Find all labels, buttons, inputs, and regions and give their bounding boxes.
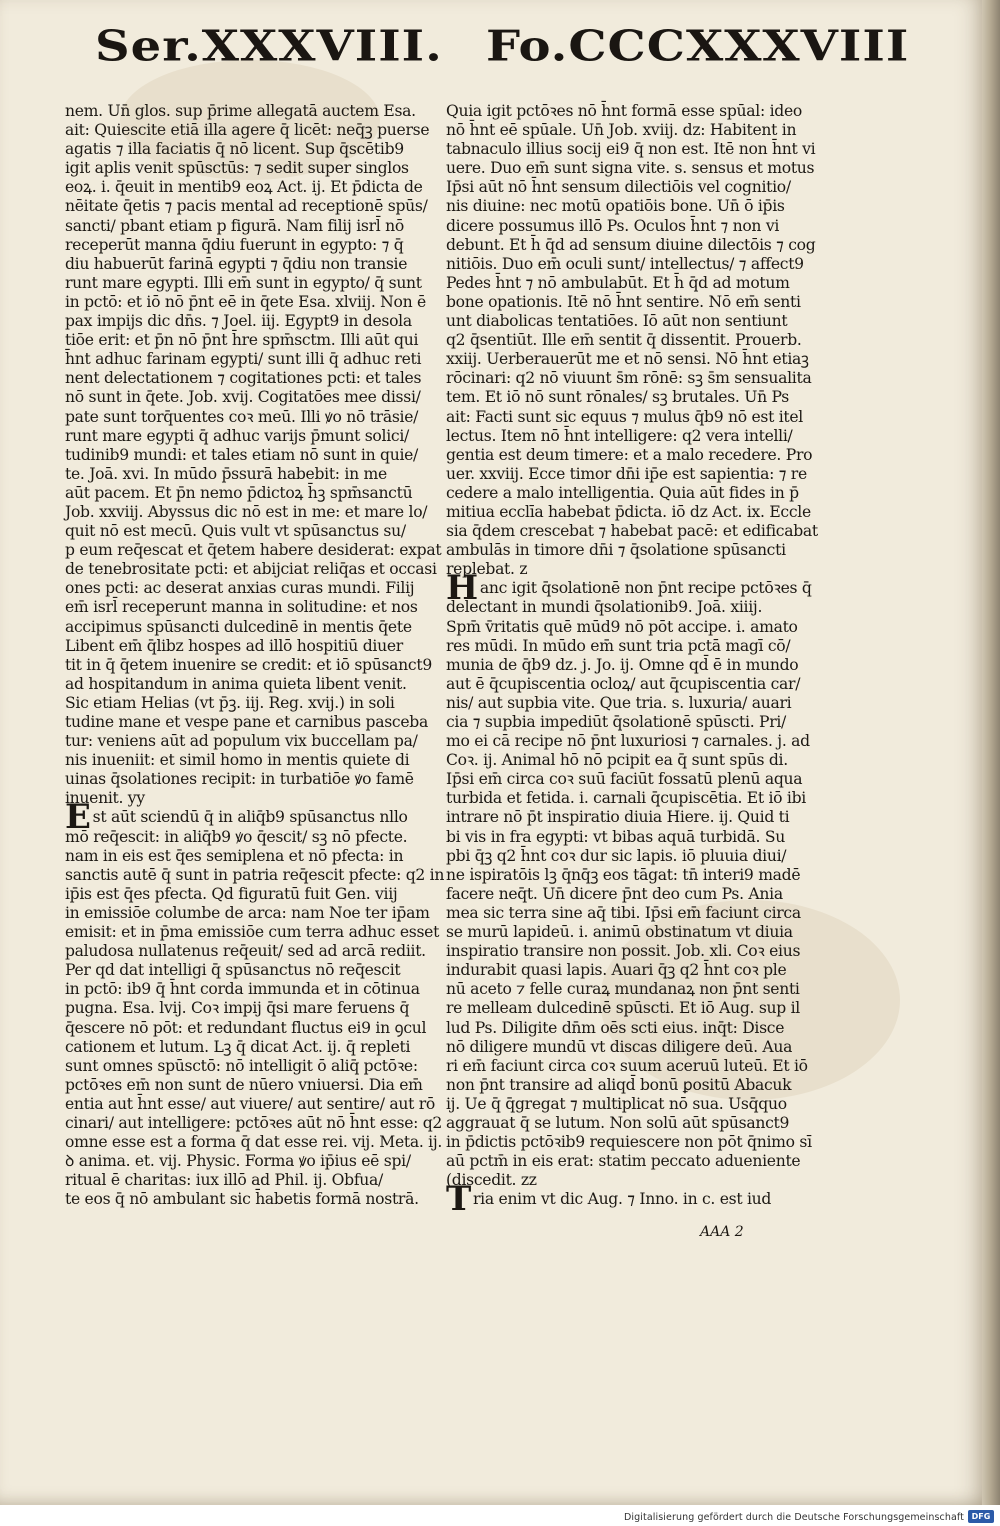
text-line: indurabit quasi lapis. Auari q̄ꝫ q2 h̄nt coꝛ ple <box>446 961 787 980</box>
text-line: nem. Un̄ glos. sup p̄rime allegatā auctem Esa. <box>65 102 416 120</box>
text-line: bi vis in fra egypti: vt bibas aquā turbidā. Su <box>446 827 785 846</box>
text-line: aūt pacem. Et p̄n nemo p̄dictoꝝ h̄ꝫ spm̄sanctū <box>65 483 413 502</box>
text-line: accipimus spūsancti dulcedinē in mentis q̄ete <box>65 617 412 636</box>
text-line: res mūdi. In mūdo em̄ sunt tria pctā magī cō/ <box>446 636 791 655</box>
text-line: uere. Duo em̄ sunt signa vite. s. sensus et motus <box>446 159 815 178</box>
text-line: Quia igit pctōꝛes nō h̄nt formā esse spūal: ideo <box>446 102 802 120</box>
text-line: intrare nō p̄t inspiratio diuia Hiere. ij. Quid ti <box>446 808 790 827</box>
text-line: h̄nt adhuc farinam egypti/ sunt illi q̄ adhuc reti <box>65 350 422 369</box>
text-line: entia aut h̄nt esse/ aut viuere/ aut sentire/ aut rō <box>65 1094 435 1113</box>
text-line: diu habuerūt farinā egypti ⁊ q̄diu non transie <box>65 254 408 273</box>
text-line: inuenit. yy <box>65 789 145 808</box>
text-line: quit nō est mecū. Quis vult vt spūsanctus su/ <box>65 522 406 541</box>
text-line: pctōꝛes em̄ non sunt de nūero vniuersi. Dia em̄ <box>65 1075 423 1094</box>
dfg-logo: DFG <box>968 1510 994 1523</box>
text-line: Libent em̄ q̄libz hospes ad illō hospitiū diuer <box>65 636 403 655</box>
text-line: omne esse est a forma q̄ dat esse rei. vij. Meta. ij. <box>65 1133 443 1152</box>
text-line: mitiua ecclīa habebat p̄dicta. iō dz Act. ix. Eccle <box>446 502 811 521</box>
text-line: debunt. Et h̄ q̄d ad sensum diuine dilectōis ⁊ cog <box>446 235 816 254</box>
text-line: ambulās in timore dn̄i ⁊ q̄solatione spūsancti <box>446 541 786 560</box>
text-line: aut ē q̄cupiscentia ocloꝝ/ aut q̄cupiscentia car/ <box>446 674 801 693</box>
text-line: ip̄is est q̄es pfecta. Qd figuratū fuit Gen. viij <box>65 884 398 903</box>
text-line: runt mare egypti. Illi em̄ sunt in egypto/ q̄ sunt <box>65 273 422 292</box>
text-line: pax impijs dic dn̄s. ⁊ Joel. iij. Egypt9 in desola <box>65 312 412 331</box>
text-line: nis/ aut supbia vite. Que tria. s. luxuria/ auari <box>446 693 792 712</box>
text-line: q2 q̄sentiūt. Ille em̄ sentit q̄ dissentit. Prouerb. <box>446 331 802 350</box>
initial-capital: H <box>446 568 478 609</box>
text-line: nent delectationem ⁊ cogitationes pcti: et tales <box>65 369 422 388</box>
text-line: nis inueniit: et simil homo in mentis quiete di <box>65 751 410 770</box>
text-line: nēitate q̄etis ⁊ pacis mental ad receptionē spūs/ <box>65 197 428 216</box>
text-line: ritual ē charitas: iux illō ad Phil. ij. Obfua/ <box>65 1171 383 1190</box>
text-line: receperūt manna q̄diu fuerunt in egypto: ⁊ q̄ <box>65 235 404 254</box>
text-line: cinari/ aut intelligere: pctōꝛes aūt nō h̄nt esse: q2 <box>65 1113 443 1132</box>
text-line: rōcinari: q2 nō viuunt s̄m rōnē: sꝫ s̄m sensualita <box>446 369 812 388</box>
text-line: ri em̄ faciunt circa coꝛ suum aceruū luteū. Et iō <box>446 1056 808 1075</box>
text-line: lectus. Item nō h̄nt intelligere: q2 vera intelli/ <box>446 426 793 445</box>
running-head-left: Ser.XXXVIII. <box>95 22 443 72</box>
text-line: sancti/ pbant etiam p figurā. Nam filij isrl̄ nō <box>65 216 404 235</box>
folio-number: Fo.CCCXXXVIII <box>486 22 910 72</box>
text-line: ait: Quiescite etiā illa agere q̄ licēt: neq̄ꝫ puerse <box>65 121 430 140</box>
text-line: te eos q̄ nō ambulant sic h̄abetis formā nostrā. <box>65 1190 419 1209</box>
text-line: sanctis autē q̄ sunt in patria req̄escit pfecte: q2 in <box>65 865 445 884</box>
text-line-rest: ria enim vt dic Aug. ⁊ Inno. in c. est iud <box>473 1190 772 1209</box>
text-line: eoꝝ. i. q̄euit in mentib9 eoꝝ Act. ij. Et p̄dicta de <box>65 178 423 197</box>
text-line: nam in eis est q̄es semiplena et nō pfecta: in <box>65 846 404 865</box>
text-line: ij. Ue q̄ q̄gregat ⁊ multiplicat nō sua. Usq̄quo <box>446 1094 787 1113</box>
text-line: mō req̄escit: in aliq̄b9 ꝟo q̄escit/ sꝫ nō pfecte. <box>65 827 408 846</box>
text-line: uer. xxviij. Ecce timor dn̄i ip̄e est sapientia: ⁊ re <box>446 464 807 483</box>
text-line: Coꝛ. ij. Animal hō nō pcipit ea q̄ sunt spūs di. <box>446 751 788 770</box>
text-line: pbi q̄ꝫ q2 h̄nt coꝛ dur sic lapis. iō pluuia diui/ <box>446 846 787 865</box>
text-line: in pctō: et iō nō p̄nt eē in q̄ete Esa. xlviij. Non ē <box>65 292 426 311</box>
text-line: dicere possumus illō Ps. Oculos h̄nt ⁊ non vi <box>446 216 780 235</box>
text-line: cia ⁊ supbia impediūt q̄solationē spūscti. Pri/ <box>446 713 786 731</box>
initial-capital: T <box>446 1179 472 1220</box>
text-line: tabnaculo illius socij ei9 q̄ non est. Itē non h̄nt vi <box>446 140 816 159</box>
text-line: paludosa nullatenus req̄euit/ sed ad arcā rediit. <box>65 942 426 961</box>
text-line: Sic etiam Helias (vt p̄ꝫ. iij. Reg. xvij.) in soli <box>65 693 395 712</box>
text-line: nō h̄nt eē spūale. Un̄ Job. xviij. dz: Habitent in <box>446 121 797 140</box>
text-line: mea sic terra sine aq̄ tibi. Ip̄si em̄ faciunt circa <box>446 903 801 922</box>
text-line: in p̄dictis pctōꝛib9 requiescere non pōt q̄nimo sī <box>446 1133 812 1152</box>
text-line: aggrauat q̄ se lutum. Non solū aūt spūsanct9 <box>446 1113 790 1132</box>
text-line: non p̄nt transire ad aliqd̄ bonū ꝑositū Abacuk <box>446 1075 792 1094</box>
text-line: te. Joā. xvi. In mūdo p̄ssurā habebit: in me <box>65 464 387 483</box>
text-line: nitiōis. Duo em̄ oculi sunt/ intellectus/ ⁊ affect9 <box>446 254 804 273</box>
text-line: in emissiōe columbe de arca: nam Noe ter ip̄am <box>65 903 430 922</box>
text-line: delectant in mundi q̄solationib9. Joā. xiiij. <box>446 598 763 617</box>
text-line: pugna. Esa. lvij. Coꝛ impij q̄si mare feruens q̄ <box>65 999 410 1018</box>
text-line: cationem et lutum. Lꝫ q̄ dicat Act. ij. q̄ repleti <box>65 1037 411 1056</box>
text-line: nis diuine: nec motū opatiōis bone. Un̄ ō ip̄is <box>446 197 785 216</box>
digitization-credit: Digitalisierung gefördert durch die Deutsche Forschungsgemeinschaft <box>624 1512 964 1523</box>
text-line: igit aplis venit spūsctūs: ⁊ sedit super singlos <box>65 159 409 178</box>
text-line: gentia est deum timere: et a malo recedere. Pro <box>446 445 813 464</box>
text-line: munia de q̄b9 dz. j. Jo. ij. Omne qd̄ ē in mundo <box>446 655 799 674</box>
text-line: (discedit. zz <box>446 1171 537 1190</box>
text-line: ait: Facti sunt sic equus ⁊ mulus q̄b9 nō est itel <box>446 407 803 426</box>
text-line-rest: st aūt sciendū q̄ in aliq̄b9 spūsanctus nllo <box>92 808 408 827</box>
signature-mark: AAA 2 <box>700 1224 744 1240</box>
text-line: tur: veniens aūt ad populum vix buccellam pa/ <box>65 732 418 751</box>
text-line: tudinib9 mundi: et tales etiam nō sunt in quie/ <box>65 445 419 464</box>
text-line: nū aceto ⁊ felle curaꝝ mundanaꝝ non p̄nt senti <box>446 980 800 999</box>
text-line: pate sunt torq̄uentes coꝛ meū. Illi ꝟo nō trāsie/ <box>65 407 419 426</box>
left-text-column <box>65 102 445 1209</box>
text-line: re melleam dulcedinē spūscti. Et iō Aug. sup il <box>446 999 800 1018</box>
text-line: ne i̇spiratōis lꝫ q̄nq̄ꝫ eos tāgat: tn̄ interi9 madē <box>446 865 801 884</box>
text-line: de tenebrositate pcti: et abijciat reliq̄as et occasi <box>65 560 437 579</box>
text-line: cedere a malo intelligentia. Quia aūt fides in p̄ <box>446 483 799 502</box>
text-line: emisit: et in p̄ma emissiōe cum terra adhuc esset <box>65 923 440 942</box>
text-line: in pctō: ib9 q̄ h̄nt corda immunda et in cōtinua <box>65 980 420 999</box>
text-line: Per qd dat intelligi q̄ spūsanctus nō req̄escit <box>65 961 401 980</box>
text-line: nō sunt in q̄ete. Job. xvij. Cogitatōes mee dissi/ <box>65 388 421 407</box>
initial-capital: E <box>65 797 91 838</box>
page-edge <box>982 0 1000 1505</box>
text-line: uinas q̄solationes recipit: in turbatiōe ꝟo famē <box>65 770 414 789</box>
text-line: ꝺ anima. et. vij. Physic. Forma ꝟo ip̄ius eē spi/ <box>65 1152 411 1171</box>
text-line: unt diabolicas tentatiōes. Iō aūt non sentiunt <box>446 312 788 331</box>
text-line: Job. xxviij. Abyssus dic nō est in me: et mare lo/ <box>65 502 428 521</box>
text-line: lud Ps. Diligite dn̄m oēs scti eius. inq̄t: Disce <box>446 1018 785 1037</box>
text-line: Ip̄si aūt nō h̄nt sensum dilectiōis vel cognitio/ <box>446 178 791 197</box>
text-line: Spm̄ v̄ritatis quē mūd9 nō pōt accipe. i. amato <box>446 617 798 636</box>
text-line: inspiratio transire non possit. Job. xli. Coꝛ eius <box>446 942 801 961</box>
text-line: sunt omnes spūsctō: nō intelligit ō aliq̄ pctōꝛe: <box>65 1056 418 1075</box>
text-line: em̄ isrl̄ receperunt manna in solitudine: et nos <box>65 598 418 617</box>
text-line: p eum req̄escat et q̄etem habere desiderat: expat <box>65 541 442 560</box>
text-line: runt mare egypti q̄ adhuc varijs p̄munt solici/ <box>65 426 409 445</box>
text-line: aū pctm̄ in eis erat: statim peccato adueniente <box>446 1152 801 1171</box>
text-line: tudine mane et vespe pane et carnibus pasceba <box>65 713 428 731</box>
text-line: bone opationis. Itē nō h̄nt sentire. Nō em̄ senti <box>446 292 801 311</box>
text-line: facere neq̄t. Un̄ dicere p̄nt deo cum Ps. Ania <box>446 884 783 903</box>
text-line: ad hospitandum in anima quieta libent venit. <box>65 674 407 693</box>
text-line-rest: anc igit q̄solationē non p̄nt recipe pctōꝛes q̄ <box>479 579 812 598</box>
text-line: Ip̄si em̄ circa coꝛ suū faciūt fossatū plenū aqua <box>446 770 803 789</box>
text-line: sia q̄dem crescebat ⁊ habebat pacē: et edificabat <box>446 522 818 541</box>
text-line: tit in q̄ q̄etem inuenire se credit: et iō spūsanct9 <box>65 655 432 674</box>
text-line: Pedes h̄nt ⁊ nō ambulabūt. Et h̄ q̄d ad motum <box>446 273 790 292</box>
text-line: agatis ⁊ illa faciatis q̄ nō licent. Sup q̄scētib9 <box>65 140 404 159</box>
text-line: q̄escere nō pōt: et redundant fluctus ei9 in ꝯcul <box>65 1018 427 1037</box>
text-line: nō diligere mundū vt discas diligere deū. Aua <box>446 1037 793 1056</box>
text-line: tem. Et iō nō sunt rōnales/ sꝫ brutales. Un̄ Ps <box>446 388 789 407</box>
text-line: tiōe erit: et p̄n nō p̄nt h̄re spm̄sctm. Illi aūt qui <box>65 331 419 350</box>
text-line: xxiij. Uerberauerūt me et nō sensi. Nō h̄nt etiaꝫ <box>446 350 809 369</box>
text-line: replebat. z <box>446 560 528 579</box>
text-line: turbida et fetida. i. carnali q̄cupiscētia. Et iō ibi <box>446 789 806 808</box>
text-line: se murū lapideū. i. animū obstinatum vt diuia <box>446 923 793 942</box>
text-line: ones pcti: ac deserat anxias curas mundi. Filij <box>65 579 415 598</box>
text-line: mo ei cā recipe nō p̄nt luxuriosi ⁊ carnales. j. ad <box>446 732 810 751</box>
right-text-column <box>446 102 818 1220</box>
